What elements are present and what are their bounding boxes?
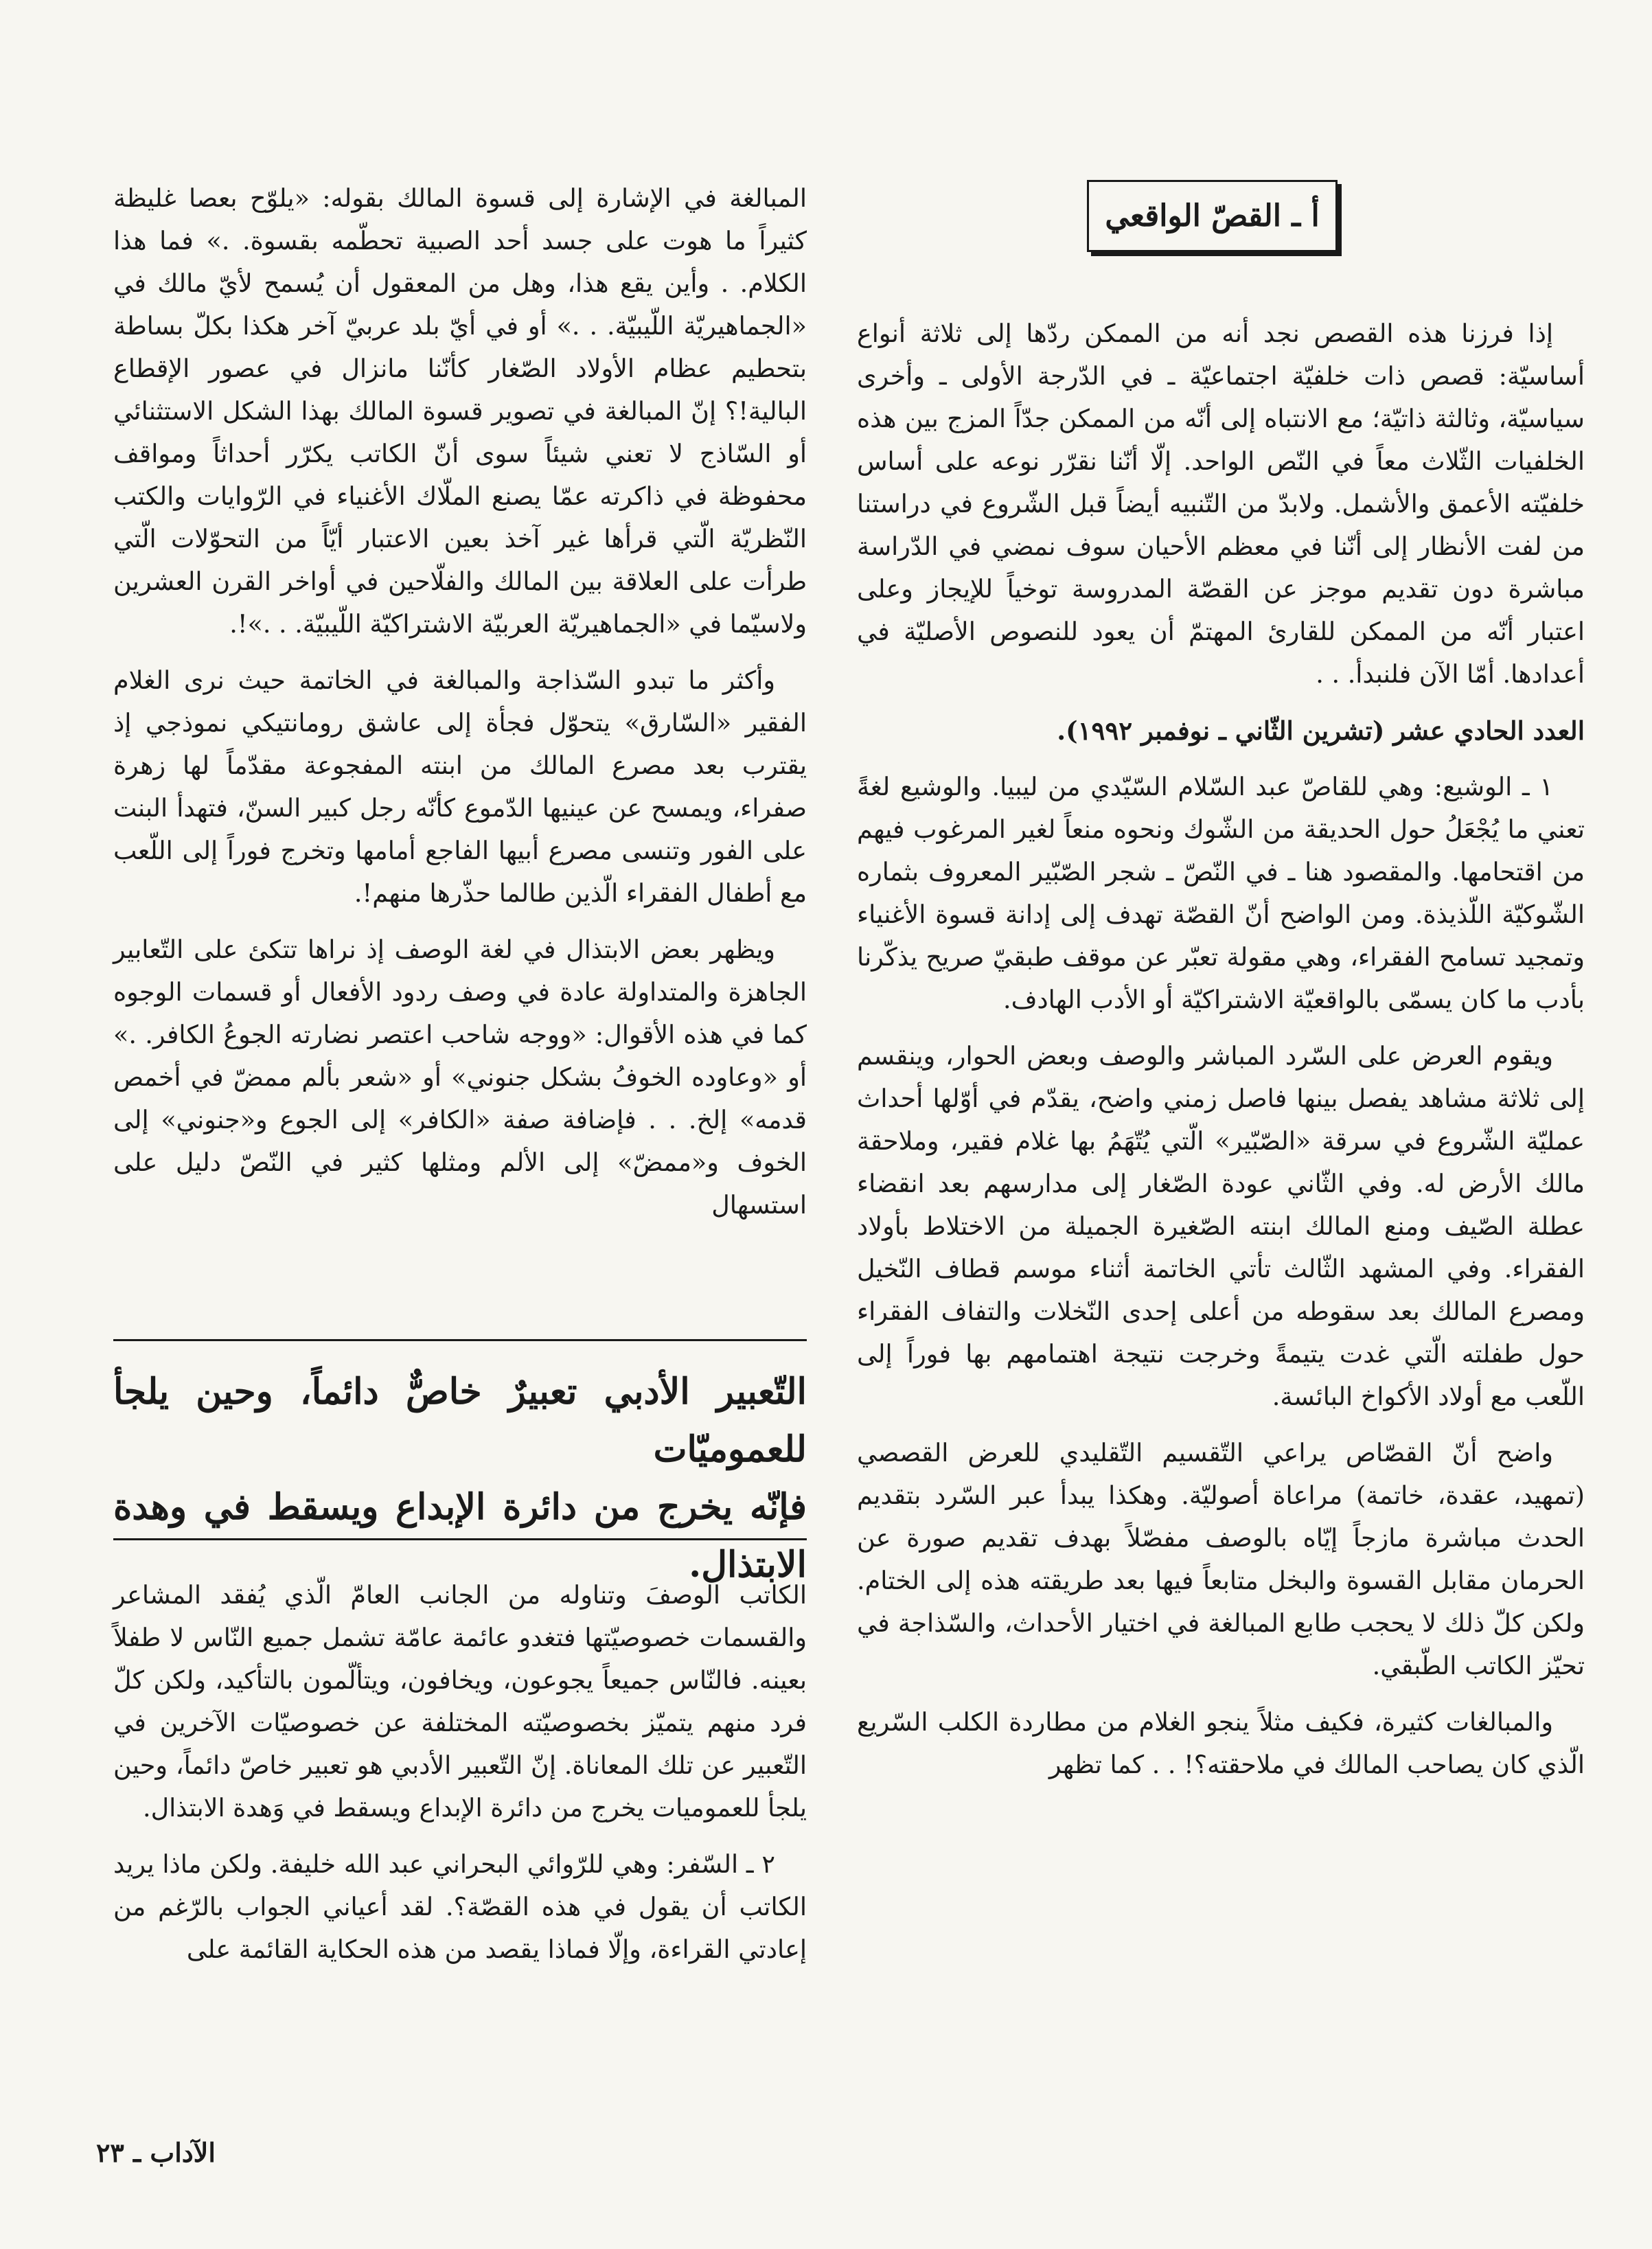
paragraph: ٢ ـ السّفر: وهي للرّوائي البحراني عبد الله خليفة. ولكن ماذا يريد الكاتب أن يقول في هذه القصّة؟. لقد أعياني الجواب بالرّغم من إعادتي القراءة، وإلّا فماذا يقصد من هذه الحكاية القائمة على — [113, 1849, 807, 1964]
paragraph: ويظهر بعض الابتذال في لغة الوصف إذ نراها تتكئ على التّعابير الجاهزة والمتداولة عادة في وصف ردود الأفعال أو قسمات الوجوه كما في هذه الأقوال: «ووجه شاحب اعتصر نضارته الجوعُ الكافر. .» أو «وعاوده الخوفُ بشكل جنوني» أو «شعر بألم ممضّ في أخمص قدمه» إلخ. . . فإضافة صفة «الكافر» إلى الجوع و«جنوني» إلى الخوف و«ممضّ» إلى الألم ومثلها كثير في النّصّ دليل على استسهال — [113, 935, 807, 1220]
page-label: الآداب ـ ٢٣ — [96, 2137, 216, 2168]
paragraph: الكاتب الوصفَ وتناوله من الجانب العامّ الّذي يُفقد المشاعر والقسمات خصوصيّتها فتغدو عائمة عامّة تشمل جميع النّاس لا طفلاً بعينه. فالنّاس جميعاً يجوعون، ويخافون، ويتألّمون بالتأكيد، ولكن كلّ فرد منهم يتميّز بخصوصيّته المختلفة عن خصوصيّات الآخرين في التّعبير عن تلك المعاناة. إنّ التّعبير الأدبي هو تعبير خاصّ دائماً، وحين يلجأ للعموميات يخرج من دائرة الإبداع ويسقط في وَهدة الابتذال. — [113, 1580, 807, 1823]
paragraph: وأكثر ما تبدو السّذاجة والمبالغة في الخاتمة حيث نرى الغلام الفقير «السّارق» يتحوّل فجأة إلى عاشق رومانتيكي نموذجي إذ يقترب بعد مصرع المالك من ابنته المفجوعة مقدّماً لها زهرة صفراء، ويمسح عن عينيها الدّموع كأنّه رجل كبير السنّ، فتهدأ البنت على الفور وتنسى مصرع أبيها الفاجع أمامها وتخرج فوراً إلى اللّعب مع أطفال الفقراء الّذين طالما حذّرها منهم!. — [113, 665, 807, 908]
page-footer — [96, 2137, 216, 2168]
paragraph: إذا فرزنا هذه القصص نجد أنه من الممكن ردّها إلى ثلاثة أنواع أساسيّة: قصص ذات خلفيّة اجتماعيّة ـ في الدّرجة الأولى ـ وأخرى سياسيّة، وثالثة ذاتيّة؛ مع الانتباه إلى أنّه من الممكن جدّاً المزج بين هذه الخلفيات الثّلاث معاً في النّص الواحد. إلّا أنّنا نقرّر نوعه على أساس خلفيّته الأعمق والأشمل. ولابدّ من التّنبيه أيضاً قبل الشّروع في دراستنا من لفت الأنظار إلى أنّنا في معظم الأحيان سوف نمضي في الدّراسة مباشرة دون تقديم موجز عن القصّة المدروسة توخياً للإيجاز وعلى اعتبار أنّه من الممكن للقارئ المهتمّ أن يعود للنصوص الأصليّة في أعدادها. أمّا الآن فلنبدأ. . . — [857, 319, 1585, 689]
paragraph: ويقوم العرض على السّرد المباشر والوصف وبعض الحوار، وينقسم إلى ثلاثة مشاهد يفصل بينها فاصل زمني واضح، يقدّم في أوّلها أحداث عمليّة الشّروع في سرقة «الصّبّير» الّتي يُتّهَمُ بها غلام فقير، وملاحقة مالك الأرض له. وفي الثّاني عودة الصّغار إلى مدارسهم بعد انقضاء عطلة الصّيف ومنع المالك ابنته الصّغيرة الجميلة من الاختلاط بأولاد الفقراء. وفي المشهد الثّالث تأتي الخاتمة أثناء موسم قطاف النّخيل ومصرع المالك بعد سقوطه من أعلى إحدى النّخلات والتفاف الفقراء حول طفلته الّتي غدت يتيمةً وخرجت نتيجة اهتمامهم بها فوراً إلى اللّعب مع أولاد الأكواخ البائسة. — [857, 1041, 1585, 1411]
pull-quote — [113, 1363, 807, 1594]
section-title: أ ـ القصّ الواقعي — [1105, 198, 1320, 233]
pull-quote-bottom-rule — [113, 1538, 807, 1540]
right-column — [857, 312, 1585, 1786]
left-column — [113, 177, 807, 1226]
pull-quote-top-rule — [113, 1339, 807, 1341]
section-title-box — [1087, 180, 1338, 252]
issue-heading: العدد الحادي عشر (تشرين الثّاني ـ نوفمبر ١٩٩٢). — [1057, 716, 1585, 746]
paragraph: المبالغة في الإشارة إلى قسوة المالك بقوله: «يلوّح بعصا غليظة كثيراً ما هوت على جسد أحد الصبية تحطّمه بقسوة. .» فما هذا الكلام. . وأين يقع هذا، وهل من المعقول أن يُسمح لأيّ مالك في «الجماهيريّة اللّيبيّة. . .» أو في أيّ بلد عربيّ آخر هكذا بكلّ بساطة بتحطيم عظام الأولاد الصّغار كأنّنا مانزال في عصور الإقطاع البالية!؟ إنّ المبالغة في تصوير قسوة المالك بهذا الشكل الاستثنائي أو السّاذج لا تعني شيئاً سوى أنّ الكاتب يكرّر أحداثاً ومواقف محفوظة في ذاكرته عمّا يصنع الملّاك الأغنياء في الرّوايات والكتب النّظريّة الّتي قرأها غير آخذ بعين الاعتبار أيّاً من التحوّلات الّتي طرأت على العلاقة بين المالك والفلّاحين في أواخر القرن العشرين ولاسيّما في «الجماهيريّة العربيّة الاشتراكيّة اللّيبيّة. . .»!. — [113, 183, 807, 639]
pull-quote-line-2: فإنّه يخرج من دائرة الإبداع ويسقط في وهدة الابتذال. — [113, 1486, 807, 1586]
left-bottom-column — [113, 1574, 807, 1971]
paragraph: ١ ـ الوشيع: وهي للقاصّ عبد السّلام السّيّدي من ليبيا. والوشيع لغةً تعني ما يُجْعَلُ حول الحديقة من الشّوك ونحوه منعاً لغير المرغوب فيهم من اقتحامها. والمقصود هنا ـ في النّصّ ـ شجر الصّبّير المعروف بثماره الشّوكيّة اللّذيذة. ومن الواضح أنّ القصّة تهدف إلى إدانة قسوة الأغنياء وتمجيد تسامح الفقراء، وهي مقولة تعبّر عن موقف طبقيّ صريح يذكّرنا بأدب ما كان يسمّى بالواقعيّة الاشتراكيّة أو الأدب الهادف. — [857, 772, 1585, 1014]
paragraph: والمبالغات كثيرة، فكيف مثلاً ينجو الغلام من مطاردة الكلب السّريع الّذي كان يصاحب المالك في ملاحقته؟! . . كما تظهر — [857, 1707, 1585, 1779]
pull-quote-line-1: التّعبير الأدبي تعبيرٌ خاصٌّ دائماً، وحين يلجأ للعموميّات — [113, 1371, 807, 1470]
paragraph: واضح أنّ القصّاص يراعي التّقسيم التّقليدي للعرض القصصي (تمهيد، عقدة، خاتمة) مراعاة أصوليّة. وهكذا يبدأ عبر السّرد بتقديم الحدث مباشرة مازجاً إيّاه بالوصف مفصّلاً بهدف تقديم صورة عن الحرمان مقابل القسوة والبخل متابعاً فيها بعد طريقته هذه إلى الختام. ولكن كلّ ذلك لا يحجب طابع المبالغة في اختيار الأحداث، والسّذاجة في تحيّز الكاتب الطّبقي. — [857, 1438, 1585, 1680]
